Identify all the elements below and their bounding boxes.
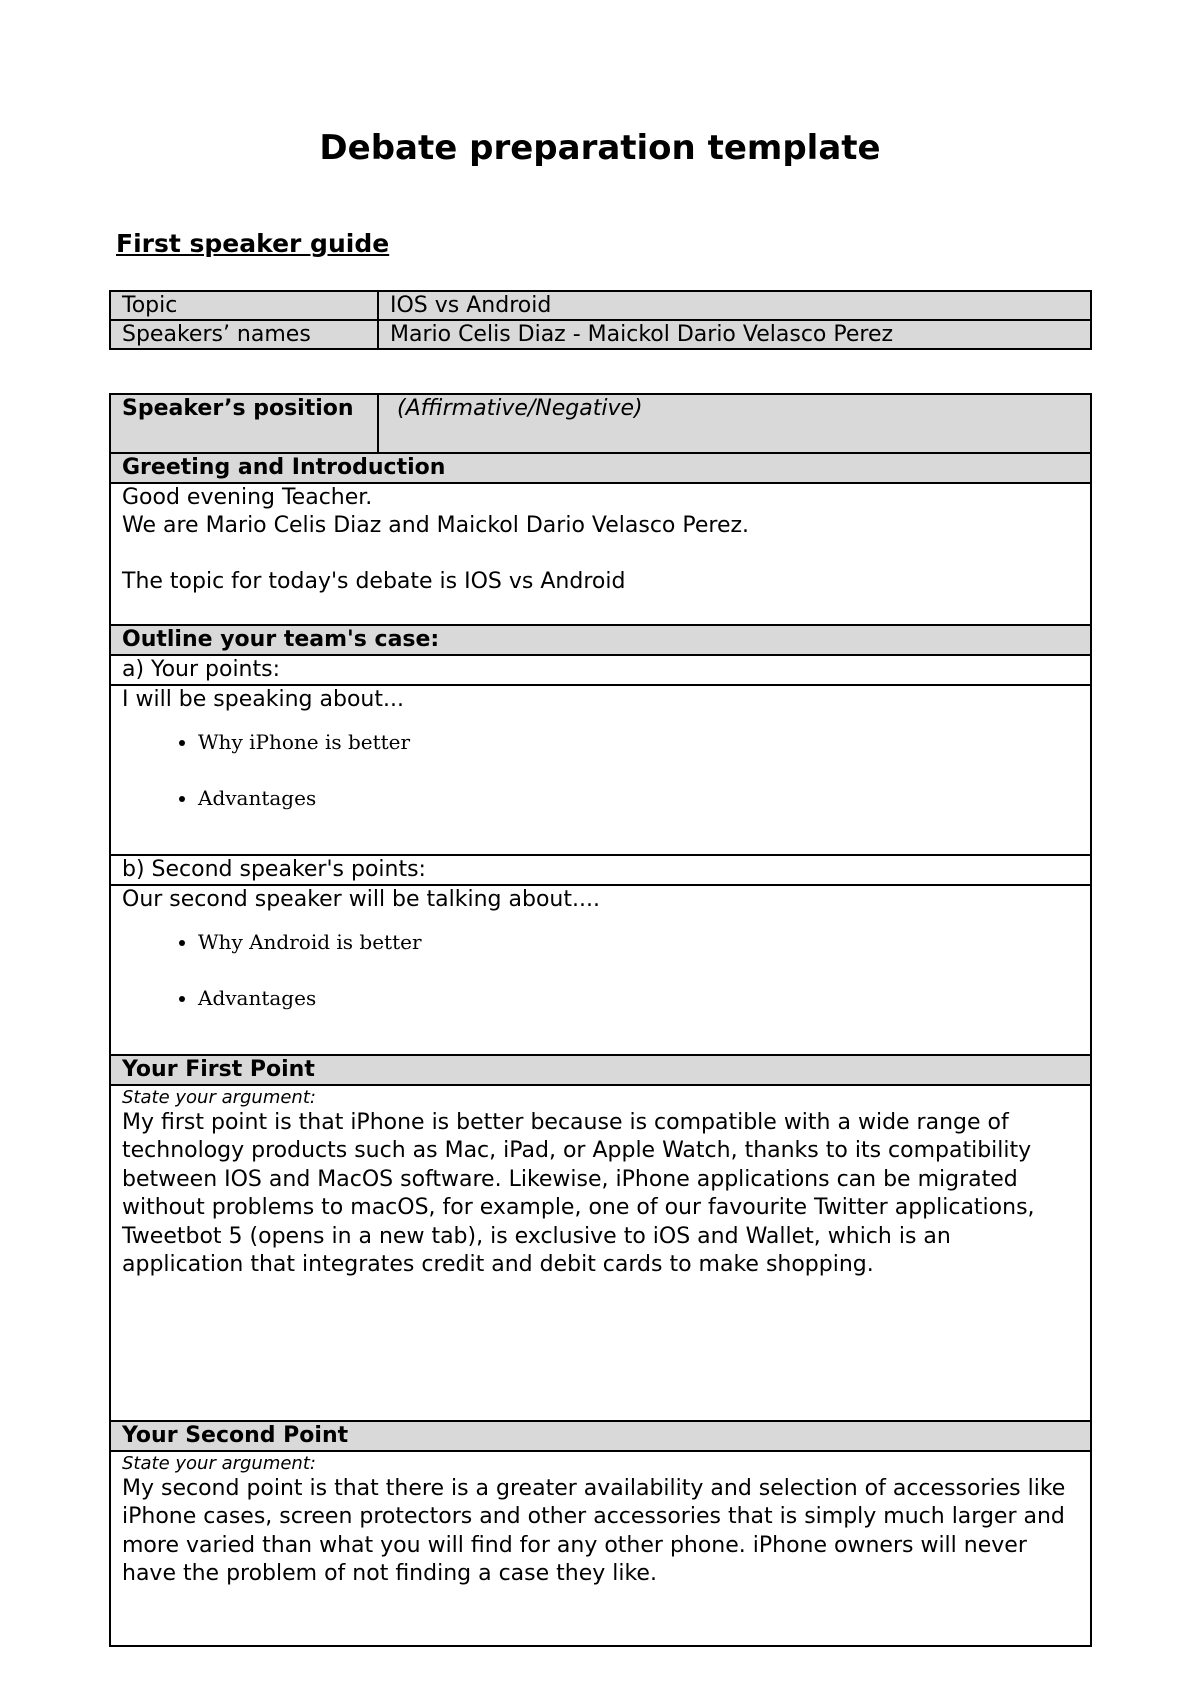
first-point-header-row — [110, 1055, 1091, 1085]
greeting-header: Greeting and Introduction — [110, 453, 1091, 483]
your-points-row — [110, 685, 1091, 855]
outline-header: Outline your team's case: — [110, 625, 1091, 655]
your-points-label: a) Your points: — [110, 655, 1091, 685]
second-point-text: My second point is that there is a greater availability and selection of accessories like iPhone cases, screen protectors and other accessories that is simply much larger and more varied than what you will find for any other phone. iPhone owners will never have the problem of not finding a case they like. — [122, 1476, 1066, 1587]
argument-hint: State your argument: — [122, 1087, 316, 1108]
position-row — [110, 394, 1091, 453]
your-points-label-row — [110, 655, 1091, 685]
speakers-row — [110, 320, 1091, 349]
greeting-line: The topic for today's debate is IOS vs Android — [122, 569, 626, 594]
second-points-cell — [110, 885, 1091, 1055]
list-item: • Advantages — [198, 784, 1090, 812]
topic-value: IOS vs Android — [378, 291, 1091, 320]
topic-label: Topic — [110, 291, 378, 320]
greeting-line: Good evening Teacher. — [122, 485, 373, 510]
second-point-cell — [110, 1451, 1091, 1646]
second-points-list — [122, 928, 1090, 1012]
argument-hint: State your argument: — [122, 1453, 316, 1474]
your-points-cell — [110, 685, 1091, 855]
second-points-label: b) Second speaker's points: — [110, 855, 1091, 885]
first-point-row — [110, 1085, 1091, 1421]
second-points-label-row — [110, 855, 1091, 885]
second-point-row — [110, 1451, 1091, 1646]
list-item: • Why iPhone is better — [198, 728, 1090, 756]
your-points-list — [122, 728, 1090, 812]
list-item: • Why Android is better — [198, 928, 1090, 956]
greeting-row — [110, 483, 1091, 625]
speakers-label: Speakers’ names — [110, 320, 378, 349]
section-subtitle: First speaker guide — [116, 229, 390, 258]
second-points-row — [110, 885, 1091, 1055]
document-title: Debate preparation template — [319, 128, 881, 168]
info-table — [109, 290, 1092, 350]
position-label: Speaker’s position — [110, 394, 378, 453]
your-points-intro: I will be speaking about... — [122, 687, 404, 712]
position-value: (Affirmative/Negative) — [378, 394, 1091, 453]
greeting-header-row — [110, 453, 1091, 483]
outline-header-row — [110, 625, 1091, 655]
greeting-cell — [110, 483, 1091, 625]
speaker-guide-table — [109, 393, 1092, 1647]
second-point-header: Your Second Point — [110, 1421, 1091, 1451]
first-point-text: My first point is that iPhone is better because is compatible with a wide range of technology products such as Mac, iPad, or Apple Watch, thanks to its compatibility between IOS and MacOS software. Likewise, iPhone applications can be migrated without problems to macOS, for example, one of our favourite Twitter applications, Tweetbot 5 (opens in a new tab), is exclusive to iOS and Wallet, which is an application that integrates credit and debit cards to make shopping. — [122, 1110, 1035, 1278]
second-point-header-row — [110, 1421, 1091, 1451]
first-point-cell — [110, 1085, 1091, 1421]
speakers-value: Mario Celis Diaz - Maickol Dario Velasco Perez — [378, 320, 1091, 349]
first-point-header: Your First Point — [110, 1055, 1091, 1085]
list-item: • Advantages — [198, 984, 1090, 1012]
topic-row — [110, 291, 1091, 320]
greeting-line: We are Mario Celis Diaz and Maickol Dario Velasco Perez. — [122, 513, 750, 538]
second-points-intro: Our second speaker will be talking about.... — [122, 887, 600, 912]
